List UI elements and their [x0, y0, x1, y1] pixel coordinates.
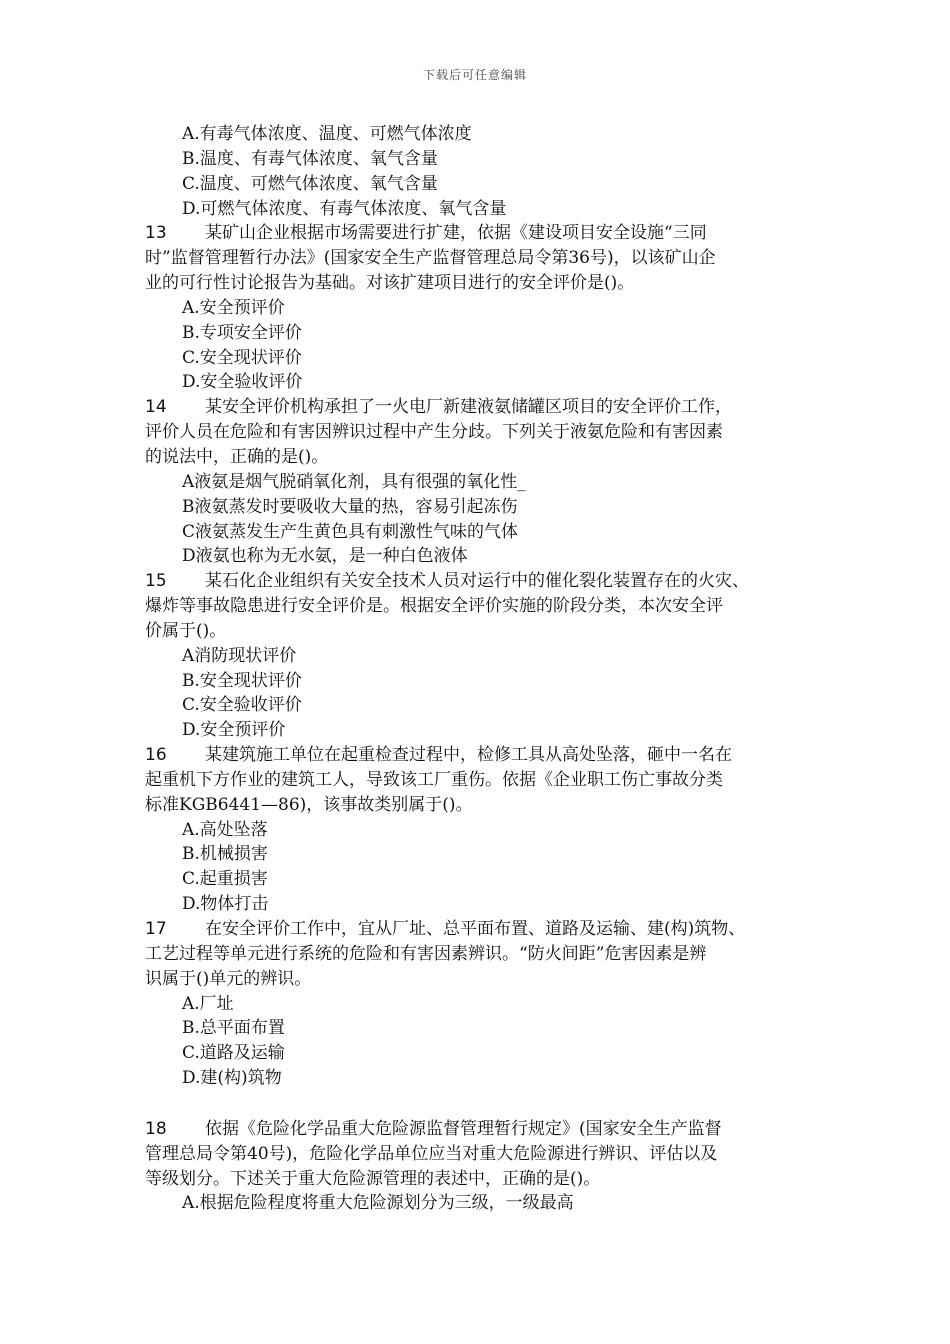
question-17	[145, 917, 820, 1091]
option-b: B.安全现状评价	[182, 670, 302, 691]
question-text: 工艺过程等单元进行系统的危险和有害因素辨识。“防火间距”危害因素是辨	[145, 943, 707, 964]
question-number: 16	[145, 745, 167, 766]
option-a: A.安全预评价	[182, 297, 285, 318]
question-15	[145, 569, 820, 743]
question-text: 标准KGB6441—86)，该事故类别属于()。	[145, 794, 473, 815]
option-c: C.安全验收评价	[182, 695, 302, 716]
question-text: 依据《危险化学品重大危险源监督管理暂行规定》(国家安全生产监督	[205, 1118, 722, 1139]
option-b: B.温度、有毒气体浓度、氧气含量	[182, 148, 438, 169]
option-d: D.建(构)筑物	[182, 1068, 282, 1089]
question-number: 13	[145, 223, 167, 244]
question-text: 等级划分。下述关于重大危险源管理的表述中，正确的是()。	[145, 1168, 601, 1189]
question-16	[145, 743, 820, 917]
question-list	[145, 122, 820, 1216]
question-text: 爆炸等事故隐患进行安全评价是。根据安全评价实施的阶段分类，本次安全评	[145, 596, 723, 617]
option-b: B.机械损害	[182, 844, 268, 865]
question-number: 18	[145, 1118, 167, 1139]
page-header: 下载后可任意编辑	[422, 68, 527, 82]
option-b: B.总平面布置	[182, 1018, 285, 1039]
option-a: A液氨是烟气脱硝氧化剂，具有很强的氧化性_	[182, 471, 526, 492]
question-12-options	[145, 122, 820, 221]
question-text: 业的可行性讨论报告为基础。对该扩建项目进行的安全评价是()。	[145, 273, 635, 294]
question-text: 管理总局令第40号)，危险化学品单位应当对重大危险源进行辨识、评估以及	[145, 1143, 718, 1164]
option-a: A.厂址	[182, 993, 234, 1014]
option-c: C液氨蒸发生产生黄色具有刺激性气味的气体	[182, 521, 519, 542]
option-a: A.高处坠落	[182, 819, 268, 840]
option-b: B.专项安全评价	[182, 322, 302, 343]
option-a: A消防现状评价	[182, 645, 297, 666]
question-text: 价属于()。	[145, 620, 227, 641]
option-d: D液氨也称为无水氨，是一种白色液体	[182, 546, 468, 567]
question-text: 起重机下方作业的建筑工人，导致该工厂重伤。依据《企业职工伤亡事故分类	[145, 769, 723, 790]
question-text: 的说法中，正确的是()。	[145, 446, 329, 467]
question-14	[145, 395, 820, 569]
question-text: 某矿山企业根据市场需要进行扩建，依据《建设项目安全设施“三同	[205, 223, 707, 244]
question-text: 在安全评价工作中，宜从厂址、总平面布置、道路及运输、建(构)筑物、	[205, 919, 746, 939]
option-a: A.有毒气体浓度、温度、可燃气体浓度	[182, 124, 472, 144]
option-c: C.起重损害	[182, 869, 268, 890]
question-text: 时”监督管理暂行办法》(国家安全生产监督管理总局令第36号)，以该矿山企	[145, 248, 716, 269]
paragraph-gap	[145, 1091, 820, 1117]
option-d: D.物体打击	[182, 894, 269, 915]
question-text: 某石化企业组织有关安全技术人员对运行中的催化裂化装置存在的火灾、	[205, 571, 749, 592]
question-number: 14	[145, 397, 167, 418]
option-c: C.温度、可燃气体浓度、氧气含量	[182, 173, 438, 194]
option-c: C.道路及运输	[182, 1043, 285, 1064]
question-number: 17	[145, 919, 167, 939]
question-text: 识属于()单元的辨识。	[145, 968, 312, 989]
option-c: C.安全现状评价	[182, 347, 302, 368]
option-a: A.根据危险程度将重大危险源划分为三级，一级最高	[182, 1193, 574, 1214]
question-18	[145, 1117, 820, 1216]
question-text: 某安全评价机构承担了一火电厂新建液氨储罐区项目的安全评价工作，	[205, 397, 732, 418]
question-number: 15	[145, 571, 167, 592]
option-d: D.安全验收评价	[182, 372, 303, 393]
option-d: D.可燃气体浓度、有毒气体浓度、氧气含量	[182, 198, 507, 219]
question-text: 评价人员在危险和有害因辨识过程中产生分歧。下列关于液氨危险和有害因素	[145, 422, 723, 443]
option-d: D.安全预评价	[182, 720, 286, 741]
question-13	[145, 221, 820, 395]
option-b: B液氨蒸发时要吸收大量的热，容易引起冻伤	[182, 496, 518, 517]
question-text: 某建筑施工单位在起重检查过程中，检修工具从高处坠落，砸中一名在	[205, 745, 732, 766]
